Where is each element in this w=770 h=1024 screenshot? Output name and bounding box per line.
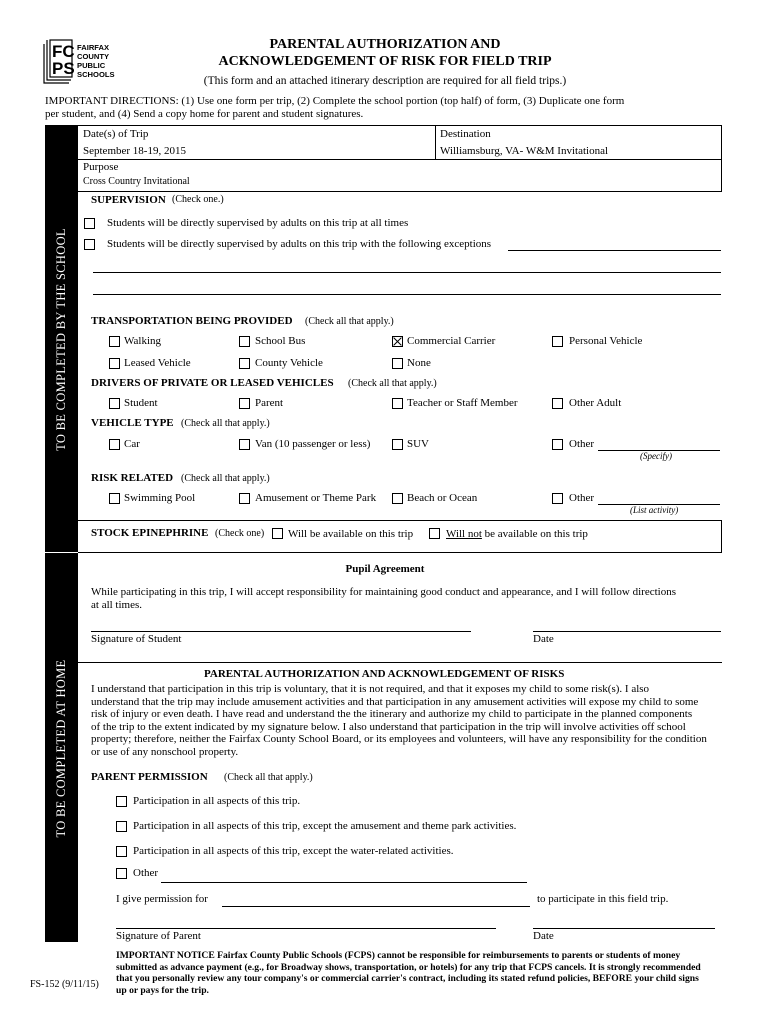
permission-other-line[interactable] — [161, 882, 527, 883]
risk-other-checkbox[interactable] — [552, 493, 563, 504]
supervision-hint: (Check one.) — [172, 194, 224, 205]
supervision-exceptions-label: Students will be directly supervised by adults on this trip with the following exceptions — [107, 238, 492, 250]
pupil-agreement-title: Pupil Agreement — [345, 563, 425, 575]
suv-checkbox[interactable] — [392, 439, 403, 450]
driver-other-adult-label: Other Adult — [569, 397, 622, 409]
amusement-park-checkbox[interactable] — [239, 493, 250, 504]
parent-signature-label: Signature of Parent — [116, 930, 201, 942]
transportation-hint: (Check all that apply.) — [305, 316, 394, 327]
purpose-label: Purpose — [83, 161, 119, 173]
notice-line-3: that you personally review any tour company's or commercial carrier's contract, including its stated refund policies, BEFORE your child signs — [116, 973, 699, 985]
leased-vehicle-checkbox[interactable] — [109, 358, 120, 369]
risk-other-label: Other — [569, 492, 595, 504]
parental-line-5: property; therefore, neither the Fairfax County School Board, or its employees and volunteers, will have any responsibility for the condition — [91, 733, 707, 746]
walking-checkbox[interactable] — [109, 336, 120, 347]
parental-line-4: of the trip to the extent indicated by my signature below. I also understand that participation in the trip will involve activities off school — [91, 720, 686, 733]
dates-value[interactable]: September 18-19, 2015 — [83, 145, 186, 157]
supervision-all-times-label: Students will be directly supervised by adults on this trip at all times — [107, 217, 409, 229]
vehicle-other-label: Other — [569, 438, 595, 450]
car-checkbox[interactable] — [109, 439, 120, 450]
supervision-all-times-checkbox[interactable] — [84, 218, 95, 229]
leased-vehicle-label: Leased Vehicle — [124, 357, 191, 369]
county-vehicle-label: County Vehicle — [255, 357, 323, 369]
parent-date-label: Date — [533, 930, 554, 942]
exceptions-line-1[interactable] — [508, 250, 721, 251]
student-signature-label: Signature of Student — [91, 633, 182, 645]
logo-line-1: FAIRFAX — [77, 43, 110, 52]
give-permission-label: I give permission for — [116, 893, 208, 905]
epinephrine-hint: (Check one) — [215, 528, 265, 539]
school-sidebar-text: TO BE COMPLETED BY THE SCHOOL — [54, 228, 68, 451]
personal-vehicle-checkbox[interactable] — [552, 336, 563, 347]
will-not-text: Will not — [446, 528, 482, 540]
swimming-pool-checkbox[interactable] — [109, 493, 120, 504]
school-bus-label: School Bus — [255, 335, 306, 347]
parental-line-6: or use of any nonschool property. — [91, 745, 239, 758]
school-sidebar — [45, 125, 78, 552]
exceptions-line-3[interactable] — [93, 294, 721, 295]
to-participate-label: to participate in this field trip. — [537, 893, 669, 905]
parental-authorization-title: PARENTAL AUTHORIZATION AND ACKNOWLEDGEMENT OF RISKS — [204, 668, 565, 680]
epinephrine-available-label: Will be available on this trip — [288, 528, 414, 540]
driver-teacher-checkbox[interactable] — [392, 398, 403, 409]
parent-date-line[interactable] — [533, 928, 715, 929]
walking-label: Walking — [124, 335, 161, 347]
logo-line-2: COUNTY — [77, 52, 110, 61]
permission-no-amusement-checkbox[interactable] — [116, 821, 127, 832]
parental-authorization-paragraph — [91, 683, 707, 759]
notice-line-2: submitted as advance payment (e.g., for Broadway shows, transportation, or hotels) for any trip that FCPS cancels. It is strongly recommended — [116, 961, 701, 973]
car-label: Car — [124, 438, 140, 450]
exceptions-line-2[interactable] — [93, 272, 721, 273]
logo-line-3: PUBLIC — [77, 61, 106, 70]
logo-line-4: SCHOOLS — [77, 70, 115, 79]
none-checkbox[interactable] — [392, 358, 403, 369]
student-date-line[interactable] — [533, 631, 721, 632]
permission-other-label: Other — [133, 867, 159, 879]
parent-permission-hint: (Check all that apply.) — [224, 772, 313, 783]
pupil-agreement-line1: While participating in this trip, I will accept responsibility for maintaining good conduct and appearance, and I will follow directions — [91, 586, 676, 598]
supervision-exceptions-checkbox[interactable] — [84, 239, 95, 250]
permission-no-water-label: Participation in all aspects of this trip, except the water-related activities. — [133, 845, 454, 857]
vehicle-specify-label: (Specify) — [640, 451, 672, 461]
driver-parent-label: Parent — [255, 397, 284, 409]
form-subtitle: (This form and an attached itinerary description are required for all field trips.) — [203, 75, 567, 87]
destination-label: Destination — [440, 128, 491, 140]
driver-student-checkbox[interactable] — [109, 398, 120, 409]
trip-table-divider — [435, 125, 436, 159]
amusement-park-label: Amusement or Theme Park — [255, 492, 377, 504]
county-vehicle-checkbox[interactable] — [239, 358, 250, 369]
epinephrine-not-available-label — [446, 529, 588, 540]
parental-line-1: I understand that participation in this trip is voluntary, that it is not required, and that it exposes my child to some risk(s). I also — [91, 683, 650, 695]
important-notice — [116, 950, 701, 996]
supervision-label: SUPERVISION — [91, 194, 166, 206]
destination-value[interactable]: Williamsburg, VA- W&M Invitational — [440, 145, 609, 157]
commercial-carrier-label: Commercial Carrier — [407, 335, 496, 347]
permission-no-amusement-label: Participation in all aspects of this trip, except the amusement and theme park activities. — [133, 820, 517, 832]
student-signature-line[interactable] — [91, 631, 471, 632]
form-title-line2: ACKNOWLEDGEMENT OF RISK FOR FIELD TRIP — [218, 54, 552, 69]
purpose-value[interactable]: Cross Country Invitational — [83, 176, 190, 187]
van-label: Van (10 passenger or less) — [255, 438, 371, 450]
commercial-carrier-checkbox[interactable] — [392, 336, 403, 347]
parental-line-2: understand that the trip may include amusement activities and that participation in any amusement activities will expose my child to some — [91, 695, 699, 708]
permission-all-aspects-checkbox[interactable] — [116, 796, 127, 807]
trip-table-top — [78, 125, 722, 126]
notice-line-1: IMPORTANT NOTICE Fairfax County Public Schools (FCPS) cannot be responsible for reimbursements to parents or students of money — [116, 950, 681, 961]
personal-vehicle-label: Personal Vehicle — [569, 335, 643, 347]
trip-table-bottom — [78, 191, 722, 192]
permission-other-checkbox[interactable] — [116, 868, 127, 879]
none-label: None — [407, 357, 431, 369]
form-title-line1: PARENTAL AUTHORIZATION AND — [269, 37, 501, 52]
drivers-label: DRIVERS OF PRIVATE OR LEASED VEHICLES — [91, 377, 334, 389]
suv-label: SUV — [407, 438, 430, 450]
epinephrine-label: STOCK EPINEPHRINE — [91, 527, 209, 539]
form-number: FS-152 (9/11/15) — [30, 979, 99, 990]
student-date-label: Date — [533, 633, 554, 645]
vehicle-type-hint: (Check all that apply.) — [181, 418, 270, 429]
not-available-suffix: be available on this trip — [481, 528, 588, 540]
driver-student-label: Student — [124, 397, 158, 409]
parental-line-3: risk of injury or even death. I have read and understand the the itinerary and authorize my child to participate in the planned components — [91, 708, 693, 721]
pupil-section-divider — [78, 662, 722, 663]
home-sidebar — [45, 553, 78, 942]
trip-table-right — [721, 125, 722, 191]
notice-line-4: up or pays for the trip. — [116, 984, 209, 996]
epinephrine-not-available-checkbox[interactable] — [429, 528, 440, 539]
school-bus-checkbox[interactable] — [239, 336, 250, 347]
beach-ocean-checkbox[interactable] — [392, 493, 403, 504]
home-sidebar-text: TO BE COMPLETED AT HOME — [54, 659, 68, 838]
permission-all-aspects-label: Participation in all aspects of this trip. — [133, 795, 301, 807]
list-activity-label: (List activity) — [630, 505, 679, 515]
directions-line2: per student, and (4) Send a copy home for parent and student signatures. — [45, 108, 364, 120]
beach-ocean-label: Beach or Ocean — [407, 492, 478, 504]
epinephrine-available-checkbox[interactable] — [272, 528, 283, 539]
permission-no-water-checkbox[interactable] — [116, 846, 127, 857]
parent-signature-line[interactable] — [116, 928, 496, 929]
drivers-hint: (Check all that apply.) — [348, 378, 437, 389]
epinephrine-box-top — [78, 520, 722, 521]
parent-permission-label: PARENT PERMISSION — [91, 771, 208, 783]
driver-teacher-label: Teacher or Staff Member — [407, 397, 518, 409]
dates-label: Date(s) of Trip — [83, 128, 149, 140]
epinephrine-box-right — [721, 520, 722, 552]
transportation-label: TRANSPORTATION BEING PROVIDED — [91, 315, 293, 327]
pupil-agreement-line2: at all times. — [91, 599, 143, 611]
trip-table-row-line — [78, 159, 722, 160]
vehicle-other-checkbox[interactable] — [552, 439, 563, 450]
logo-letters-bottom: PS — [52, 59, 75, 78]
risk-related-hint: (Check all that apply.) — [181, 473, 270, 484]
risk-related-label: RISK RELATED — [91, 472, 174, 484]
swimming-pool-label: Swimming Pool — [124, 492, 196, 504]
child-name-line[interactable] — [222, 906, 530, 907]
logo-letters-top: FC — [52, 42, 75, 61]
driver-other-adult-checkbox[interactable] — [552, 398, 563, 409]
directions-line1: IMPORTANT DIRECTIONS: (1) Use one form per trip, (2) Complete the school portion (top half) of form, (3) Duplicate one form — [45, 95, 625, 107]
epinephrine-box-bottom — [78, 552, 722, 553]
vehicle-type-label: VEHICLE TYPE — [91, 417, 174, 429]
van-checkbox[interactable] — [239, 439, 250, 450]
driver-parent-checkbox[interactable] — [239, 398, 250, 409]
